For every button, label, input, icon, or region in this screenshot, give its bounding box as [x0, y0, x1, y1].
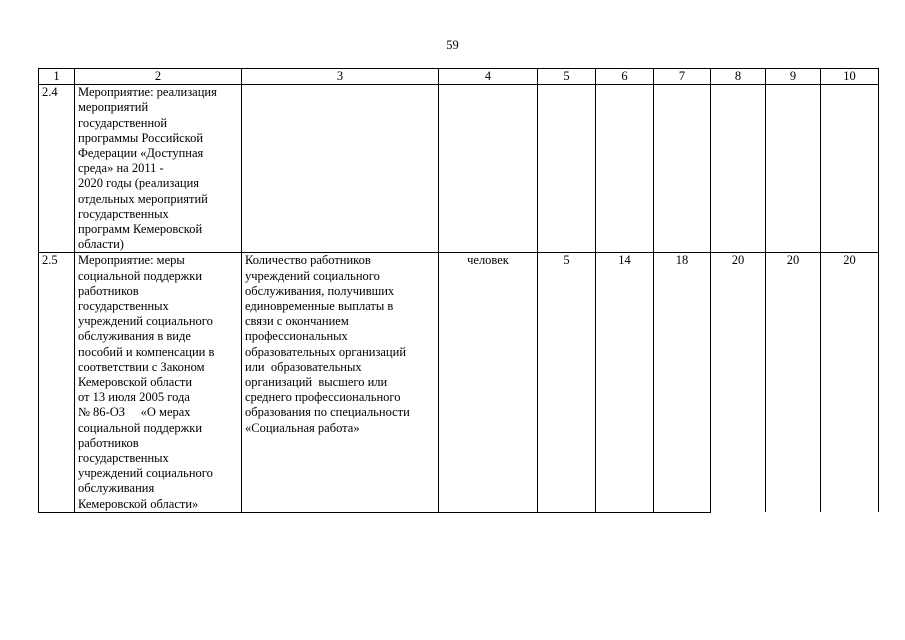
text-line: образования по специальности — [245, 405, 410, 420]
value-cell: 20 — [766, 253, 821, 512]
text-line: программы Российской — [78, 130, 204, 145]
value-cell — [711, 85, 766, 253]
column-header: 4 — [439, 69, 538, 85]
indicator-description — [242, 253, 439, 512]
text-line: № 86-ОЗ «О мерах — [78, 405, 191, 420]
text-line: образовательных организаций — [245, 344, 407, 359]
row-number: 2.5 — [39, 253, 75, 512]
text-line: отдельных мероприятий — [78, 191, 208, 206]
value-cell — [821, 85, 879, 253]
row-number: 2.4 — [39, 85, 75, 253]
text-line: работников — [78, 435, 139, 450]
column-header: 2 — [75, 69, 242, 85]
column-header: 7 — [654, 69, 711, 85]
column-header: 6 — [596, 69, 654, 85]
text-line: соответствии с Законом — [78, 359, 205, 374]
text-line: учреждений социального — [245, 268, 380, 283]
text-line: области) — [78, 237, 124, 252]
value-cell: 18 — [654, 253, 711, 512]
text-line: среднего профессионального — [245, 390, 401, 405]
text-line: государственных — [78, 206, 169, 221]
column-header: 1 — [39, 69, 75, 85]
column-header: 9 — [766, 69, 821, 85]
table-row — [39, 85, 879, 253]
text-line: Кемеровской области — [78, 375, 193, 390]
indicator-description — [242, 85, 439, 253]
column-header: 10 — [821, 69, 879, 85]
text-line: 2020 годы (реализация — [78, 176, 200, 191]
text-line: государственной — [78, 115, 168, 130]
value-cell — [766, 85, 821, 253]
text-line: организаций высшего или — [245, 375, 388, 390]
text-line: учреждений социального — [78, 314, 213, 329]
column-header: 3 — [242, 69, 439, 85]
text-line: или образовательных — [245, 359, 362, 374]
text-line: Кемеровской области» — [78, 496, 199, 511]
event-description — [75, 85, 242, 253]
column-header: 8 — [711, 69, 766, 85]
indicators-table — [38, 68, 879, 513]
text-line: программ Кемеровской — [78, 222, 203, 237]
text-line: государственных — [78, 299, 169, 314]
text-line: профессиональных — [245, 329, 348, 344]
text-line: единовременные выплаты в — [245, 299, 394, 314]
text-line: обслуживания в виде — [78, 329, 191, 344]
value-cell — [654, 85, 711, 253]
table-row — [39, 253, 879, 512]
value-cell: 20 — [711, 253, 766, 512]
text-line: учреждений социального — [78, 466, 213, 481]
text-line: Федерации «Доступная — [78, 146, 204, 161]
text-line: от 13 июля 2005 года — [78, 390, 190, 405]
text-line: Мероприятие: меры — [78, 253, 185, 268]
text-line: Мероприятие: реализация — [78, 85, 217, 100]
table-header-row — [39, 69, 879, 85]
text-line: среда» на 2011 - — [78, 161, 164, 176]
text-line: обслуживания — [78, 481, 155, 496]
text-line: пособий и компенсации в — [78, 344, 215, 359]
text-line: «Социальная работа» — [245, 420, 360, 435]
text-line: работников — [78, 283, 139, 298]
value-cell — [596, 85, 654, 253]
text-line: мероприятий — [78, 100, 149, 115]
event-description — [75, 253, 242, 512]
value-cell: 20 — [821, 253, 879, 512]
value-cell: 14 — [596, 253, 654, 512]
value-cell: 5 — [538, 253, 596, 512]
unit-cell: человек — [439, 253, 538, 512]
text-line: обслуживания, получивших — [245, 283, 395, 298]
unit-cell — [439, 85, 538, 253]
text-line: государственных — [78, 451, 169, 466]
value-cell — [538, 85, 596, 253]
text-line: социальной поддержки — [78, 420, 203, 435]
text-line: связи с окончанием — [245, 314, 349, 329]
page-number: 59 — [446, 38, 459, 52]
column-header: 5 — [538, 69, 596, 85]
text-line: социальной поддержки — [78, 268, 203, 283]
text-line: Количество работников — [245, 253, 371, 268]
